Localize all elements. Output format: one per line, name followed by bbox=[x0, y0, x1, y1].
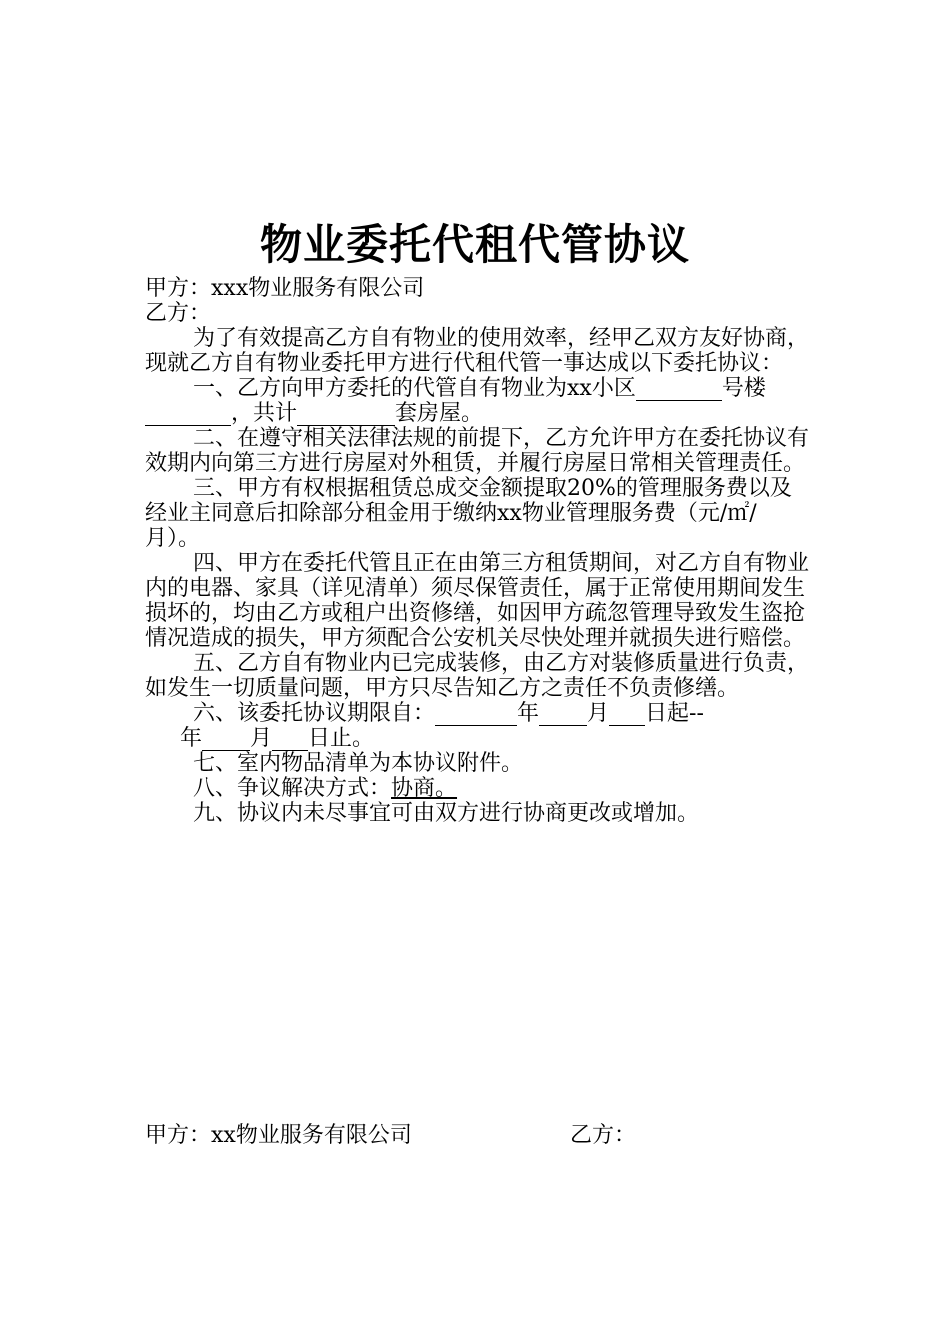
document-body bbox=[145, 276, 810, 826]
dispute-method: 协商。 bbox=[391, 776, 458, 801]
clause-6-prefix: 六、该委托协议期限自： bbox=[193, 701, 436, 726]
end-month-blank[interactable] bbox=[202, 729, 250, 751]
clause-8-prefix: 八、争议解决方式： bbox=[193, 776, 392, 801]
clause-1-text-b: 号楼 bbox=[721, 376, 766, 401]
clause-8 bbox=[145, 776, 810, 801]
start-day-blank[interactable] bbox=[609, 704, 645, 726]
end-year-label: 年 bbox=[180, 726, 203, 751]
unit-blank[interactable] bbox=[145, 404, 231, 426]
clause-6 bbox=[145, 701, 810, 751]
clause-2: 二、在遵守相关法律法规的前提下，乙方允许甲方在委托协议有效期内向第三方进行房屋对外租赁，并履行房屋日常相关管理责任。 bbox=[145, 426, 810, 476]
clause-4: 四、甲方在委托代管且正在由第三方租赁期间，对乙方自有物业内的电器、家具（详见清单）须尽保管责任，属于正常使用期间发生损坏的，均由乙方或租户出资修缮，如因甲方疏忽管理导致发生盗抢情况造成的损失，甲方须配合公安机关尽快处理并就损失进行赔偿。 bbox=[145, 551, 810, 651]
end-month-label: 月 bbox=[250, 726, 273, 751]
house-count-blank[interactable] bbox=[297, 404, 395, 426]
clause-1-text-c: ，共计 bbox=[231, 401, 298, 426]
start-month-blank[interactable] bbox=[539, 704, 587, 726]
clause-1-text-d: 套房屋。 bbox=[395, 401, 484, 426]
end-day-label: 日止。 bbox=[308, 726, 375, 751]
signature-party-a: 甲方：xx物业服务有限公司 bbox=[145, 1123, 412, 1148]
party-a-line: 甲方：xxx物业服务有限公司 bbox=[145, 276, 425, 301]
clause-5: 五、乙方自有物业内已完成装修，由乙方对装修质量进行负责，如发生一切质量问题，甲方只尽告知乙方之责任不负责修缮。 bbox=[145, 651, 810, 701]
clause-1-text-a: 一、乙方向甲方委托的代管自有物业为xx小区 bbox=[193, 376, 636, 401]
start-year-blank[interactable] bbox=[435, 704, 517, 726]
start-year-label: 年 bbox=[517, 701, 540, 726]
building-blank[interactable] bbox=[636, 379, 722, 401]
document-title: 物业委托代租代管协议 bbox=[259, 220, 690, 269]
clause-1 bbox=[145, 376, 810, 426]
party-b-line: 乙方： bbox=[145, 301, 212, 326]
start-day-label: 日起-- bbox=[645, 701, 704, 726]
signature-party-b: 乙方： bbox=[570, 1123, 637, 1148]
intro-paragraph: 为了有效提高乙方自有物业的使用效率，经甲乙双方友好协商，现就乙方自有物业委托甲方进行代租代管一事达成以下委托协议： bbox=[145, 326, 810, 376]
clause-9: 九、协议内未尽事宜可由双方进行协商更改或增加。 bbox=[193, 801, 700, 826]
end-day-blank[interactable] bbox=[272, 729, 308, 751]
start-month-label: 月 bbox=[587, 701, 610, 726]
clause-3: 三、甲方有权根据租赁总成交金额提取20%的管理服务费以及经业主同意后扣除部分租金用于缴纳xx物业管理服务费（元/㎡/月）。 bbox=[145, 476, 792, 551]
clause-7: 七、室内物品清单为本协议附件。 bbox=[193, 751, 524, 776]
